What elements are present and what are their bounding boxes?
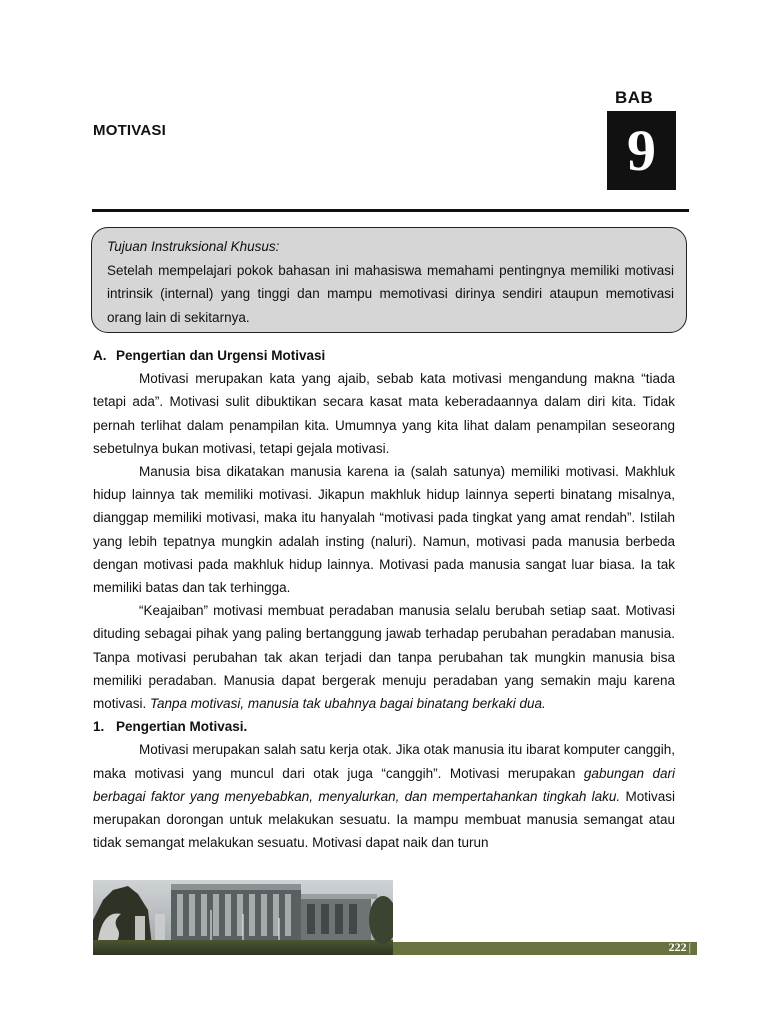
section-1-heading xyxy=(93,715,675,738)
paragraph-text: Motivasi merupakan salah satu kerja otak. Jika otak manusia itu ibarat komputer canggih, maka motivasi yang muncul dari otak juga “canggih”. Motivasi merupakan xyxy=(93,742,675,781)
campus-building-photo xyxy=(93,880,393,955)
page-separator: | xyxy=(688,940,691,954)
chapter-title: MOTIVASI xyxy=(93,122,166,139)
objective-heading: Tujuan Instruksional Khusus: xyxy=(107,239,280,254)
section-1-number: 1. xyxy=(93,719,105,735)
section-a-title: Pengertian dan Urgensi Motivasi xyxy=(116,348,326,363)
chapter-number: 9 xyxy=(627,118,656,183)
chapter-number-box xyxy=(607,111,676,190)
paragraph: Motivasi merupakan kata yang ajaib, sebab kata motivasi mengandung makna “tiada tetapi ada”. Motivasi sulit dibuktikan secara kasat mata keberadaannya dalam diri kita. Tidak pernah terlihat dalam penampilan kita. Umumnya yang kita lihat dalam penampilan seseorang sebetulnya bukan motivasi, tetapi gejala motivasi. xyxy=(93,371,675,456)
bab-label: BAB xyxy=(615,88,654,107)
paragraph-italic: Tanpa motivasi, manusia tak ubahnya bagai binatang berkaki dua. xyxy=(150,696,546,712)
paragraph-text: “Keajaiban” motivasi membuat peradaban manusia selalu berubah setiap saat. Motivasi dituding sebagai pihak yang paling bertanggung jawab terhadap perubahan peradaban manusia. Tanpa motivasi perubahan tak akan terjadi dan tanpa perubahan tak mungkin manusia bisa memiliki peradaban. Manusia dapat bergerak menuju peradaban yang semakin maju karena motivasi. xyxy=(93,603,675,712)
page-number: 222 xyxy=(668,940,687,954)
paragraph xyxy=(93,738,675,854)
objective-body: Setelah mempelajari pokok bahasan ini mahasiswa memahami pentingnya memiliki motivasi intrinsik (internal) yang tinggi dan mampu memotivasi dirinya sendiri ataupun memotivasi orang lain di sekitarnya. xyxy=(107,262,674,325)
paragraph-italic: gabungan dari berbagai faktor yang menyebabkan, menyalurkan, dan mempertahankan tingkah laku. xyxy=(93,765,675,804)
paragraph xyxy=(93,599,675,715)
section-a-number: A. xyxy=(93,348,107,363)
section-1-title: Pengertian Motivasi. xyxy=(116,719,248,735)
paragraph-text: Motivasi merupakan dorongan untuk melakukan sesuatu. Ia mampu membuat manusia semangat atau tidak semangat melakukan sesuatu. Motivasi dapat naik dan turun xyxy=(93,788,675,851)
page-number-area xyxy=(669,940,697,955)
paragraph: Manusia bisa dikatakan manusia karena ia (salah satunya) memiliki motivasi. Makhluk hidup lainnya tak memiliki motivasi. Jikapun makhluk hidup lainnya seperti binatang misalnya, dianggap memiliki motivasi, maka itu hanyalah “motivasi pada tingkat yang amat rendah”. Istilah yang lebih tepatnya mungkin adalah insting (naluri). Namun, motivasi pada manusia berbeda dengan motivasi pada makhluk hidup lainnya. Motivasi pada manusia sangat luar biasa. Ia tak memiliki batas dan tak terhingga. xyxy=(93,464,675,596)
footer-band xyxy=(393,942,697,955)
body-content xyxy=(93,344,675,854)
header-divider xyxy=(92,209,689,212)
objective-box xyxy=(91,227,687,333)
section-a-heading xyxy=(93,344,675,367)
